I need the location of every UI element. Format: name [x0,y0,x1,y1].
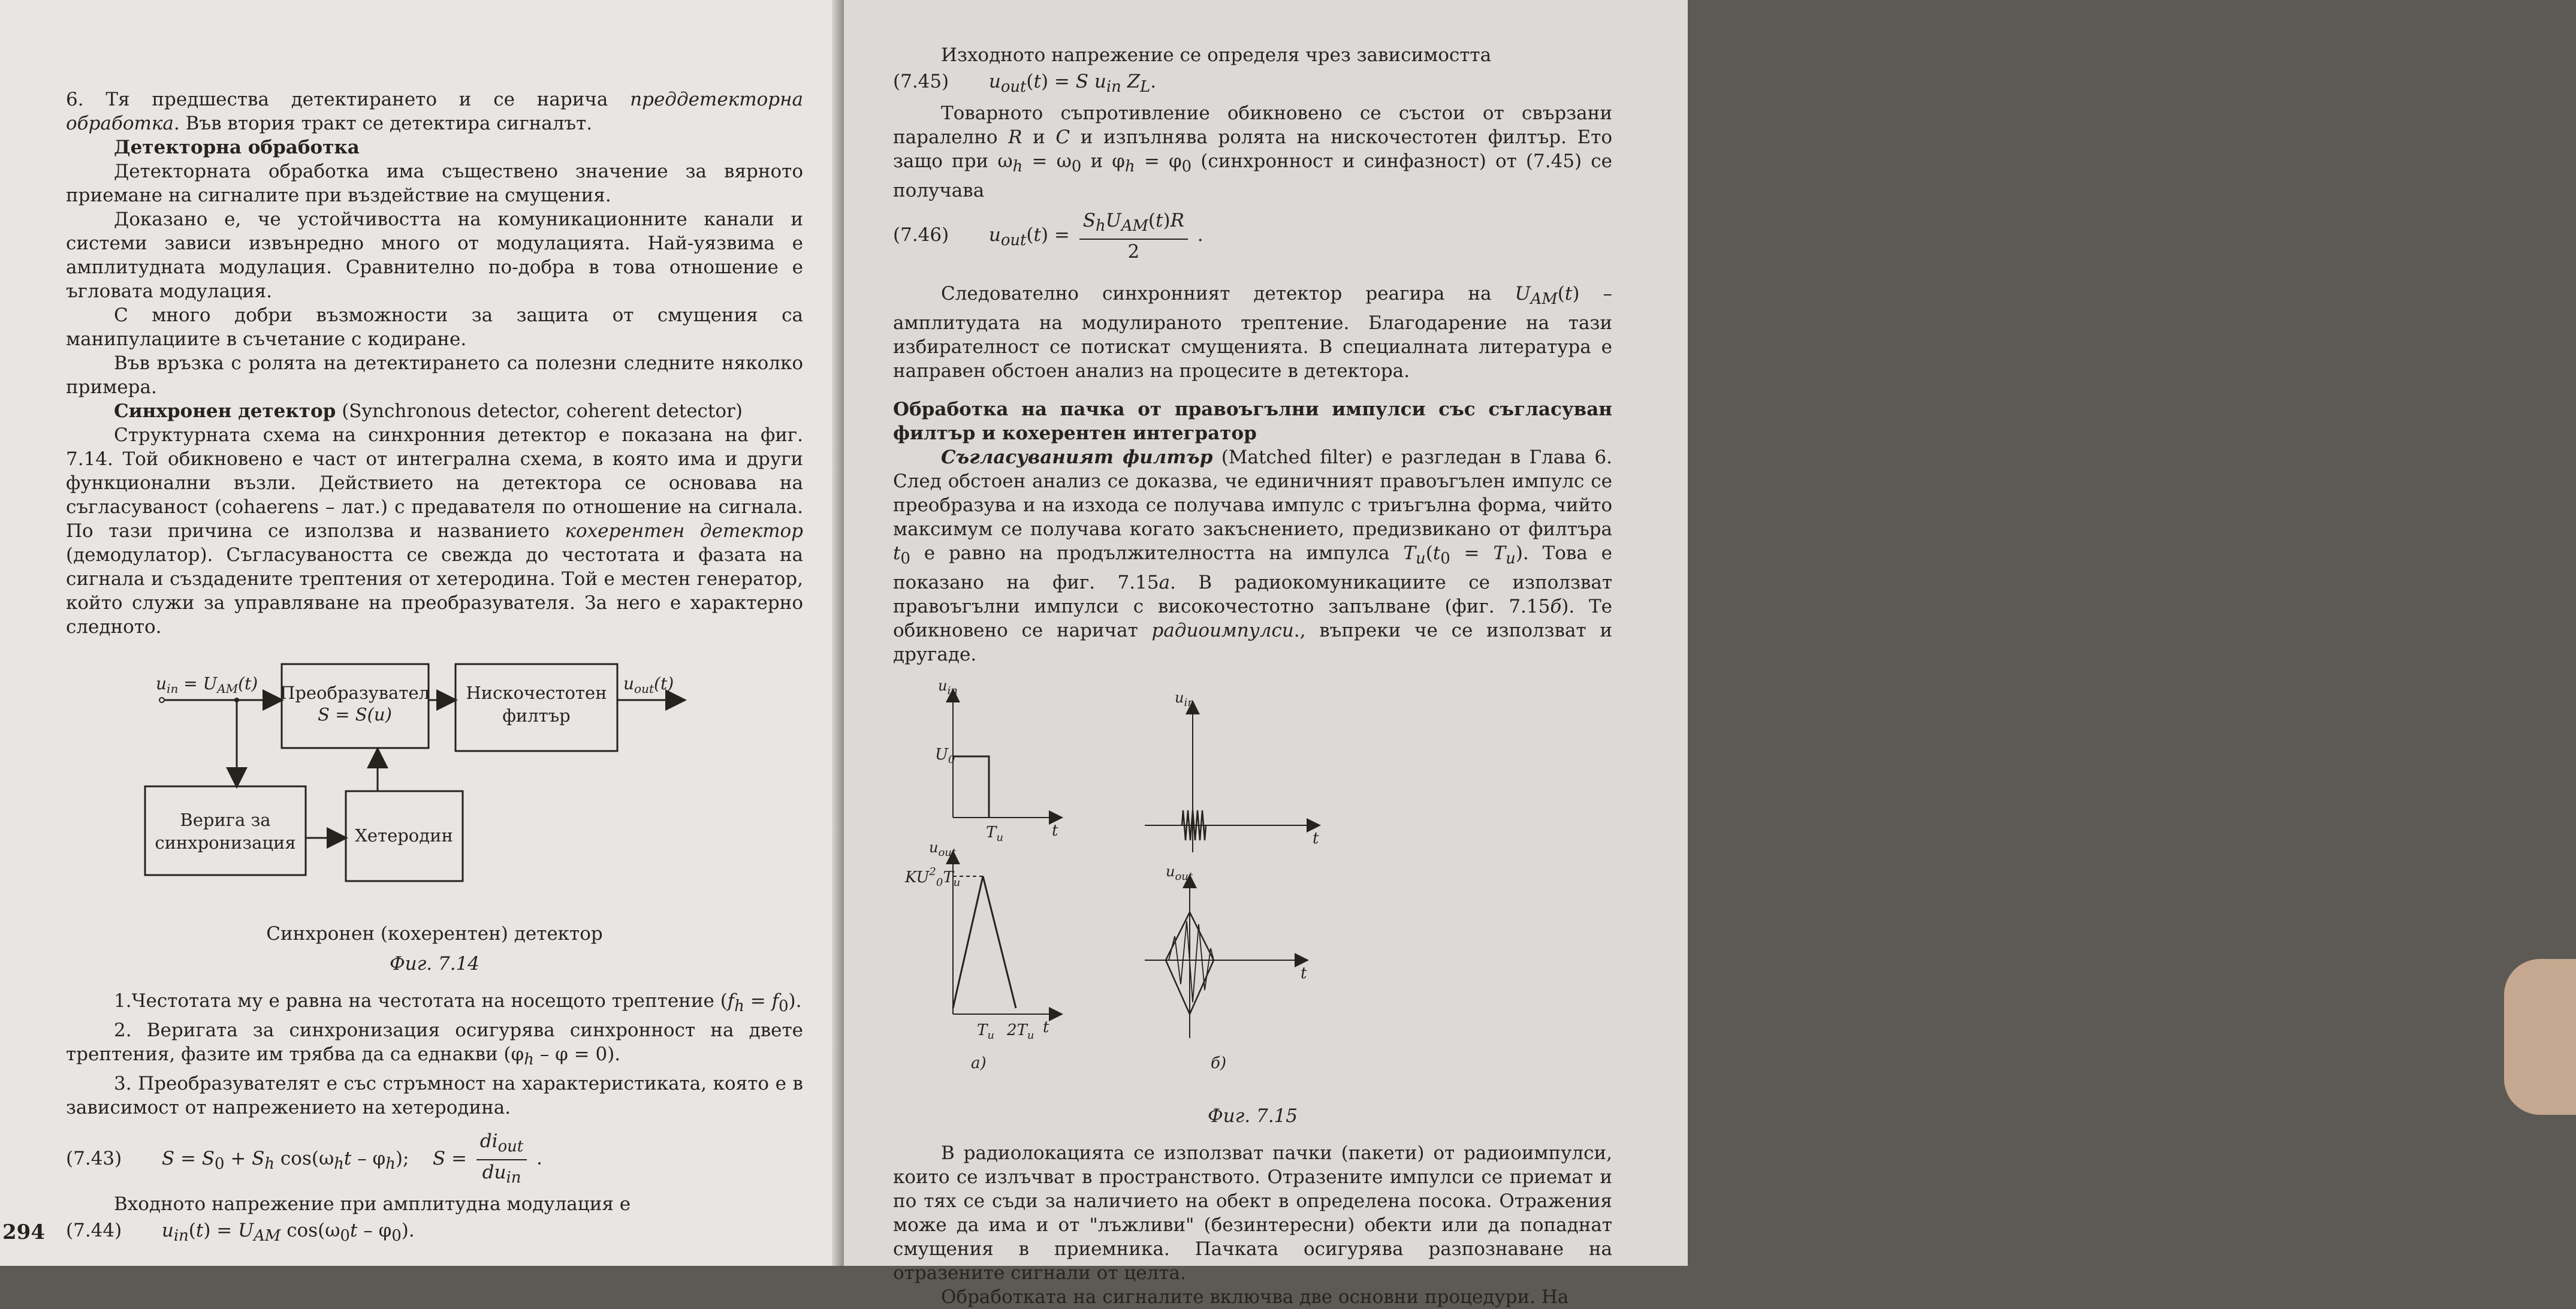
right-page [844,0,1688,1308]
label-t-b-bottom: t [1301,964,1307,982]
list-item-2: 2. Веригата за синхронизация осигурява синхронност на двете трептения, фазите им трябва да са еднакви $(\varphi_h - \varphi = 0)$. [66,1020,803,1069]
label-panel-b: б) [1211,1054,1227,1072]
paragraph-detector-3: С много добри възможности за защита от смущения са манипулациите в съчетание с кодиране. [66,304,803,350]
list-item-3: 3. Преобразувателят е със стръмност на характеристиката, която е в зависимост от напрежението на хетеродина. [66,1073,803,1119]
converter-label-2: S = S(u) [318,704,392,725]
eq-743-frac-den: $du_{in}$ [482,1161,521,1187]
matched-filter-title: Съгласуваният филтър [941,446,1213,468]
matched-filter-body: (Matched filter) е разгледан в Глава 6. След обстоен анализ се доказва, че единичният правоъгълен импулс се преобразува и на изхода се получава импулс с триъгълна форма, чийто максимум се получава когато закъснението, предизвикано от филтъра $t_0$ е равно на продължителността на импулса $T_u(t_0 = T_u)$. Това е показано на фиг. 7.15а. В радиокомуникациите се използват правоъгълни импулси с високочестотно запълване (фиг. 7.15б). Те обикновено се наричат радиоимпулси., въпреки че се използват и другаде. [893,446,1612,665]
input-voltage-text: Входното напрежение при амплитудна модулация е [114,1193,631,1215]
eq-746-frac-num: $S_hU_{AM}(t)R$ [1079,209,1188,239]
label-t-top: t [1052,821,1058,840]
paragraph-radar: В радиолокацията се използват пачки (пакети) от радиоимпулси, които се излъчват в пространството. Отразените импулси се приемат и по тях се съди за наличието на обект в определена посока. Отражения може да има и от "лъжливи" (безинтересни) обекти или да попаднат смущения в приемника. Пачката осигурява разпознаване на отразените сигнали от целта. [893,1142,1612,1284]
sync-heading-line [66,399,803,423]
eq-743-number: (7.43) [66,1148,122,1170]
heading-sync-detector-en: (Synchronous detector, coherent detector) [336,400,743,422]
paragraph-detector-4: Във връзка с ролята на детектирането са полезни следните няколко примера. [66,352,803,398]
label-uout-b: $u_{out}$ [1166,862,1193,883]
eq-743-body: $S = S_0 + S_h$ $\cos(\omega_ht - \varphi_h)$; S = [161,1148,467,1174]
paragraph-detector-1: Детекторната обработка има съществено значение за вярното приемане на сигналите при въздействие на смущения. [66,161,803,206]
sync-label-1: Верига за [180,810,271,830]
paragraph-load: Товарното съпротивление обикновено се състои от свързани паралелно R и C и изпълнява ролята на нискочестотен филтър. Ето защо при $\omega_h = \omega_0$ и $\varphi_h = \varphi_0$ (синхронност и синфазност) от (7.45) се получава [893,102,1613,202]
label-uin-a: $u_{in}$ [938,677,958,697]
label-tu-top: $T_u$ [986,823,1003,844]
paragraph-intro: 6. Тя предшества детектирането и се нарича преддетекторна обработка. Във втория тракт се детектира сигналът. [66,89,803,134]
eq-743-fraction [476,1129,527,1189]
fig-714-label: Фиг. 7.14 [389,953,480,975]
fig-715-label: Фиг. 7.15 [1207,1105,1298,1127]
right-page-text [893,43,1612,1309]
list-item-1: 1.Честотата му е равна на честотата на носещото трептение $(f_h = f_0)$. [114,990,802,1016]
thumb-photo-edge [2504,959,2576,1115]
label-panel-a: а) [971,1054,987,1072]
sync-label-2: синхронизация [155,833,296,853]
eq-744-number: (7.44) [66,1219,122,1241]
input-label: $u_{in} = U_{AM}(t)$ [156,674,258,696]
heading-pulse-processing: Обработка на пачка от правоъгълни импулси със съгласуван филтър и кохерентен интегратор [893,398,1612,444]
eq-743-frac-num: $di_{out}$ [476,1129,527,1160]
input-terminal [159,698,164,702]
label-uin-b: $u_{in}$ [1175,689,1195,709]
heterodyne-label: Хетеродин [355,825,453,846]
output-voltage-text: Изходното напрежение се определя чрез зависимостта [941,44,1492,66]
eq-746-lhs: $u_{out}(t)$ = [988,224,1070,250]
heading-detector-processing: Детекторна обработка [114,137,360,158]
diagram-caption: Синхронен (кохерентен) детектор [266,923,603,945]
eq-745-body: $u_{out}(t) = S$ $u_{in}$ $Z_L$. [988,71,1157,96]
heading-sync-detector: Синхронен детектор [114,400,336,422]
paragraph-matched-filter [893,445,1612,666]
eq-745-number: (7.45) [893,71,949,92]
sync-block [145,786,306,875]
lowpass-label-2: филтър [502,705,571,726]
left-page-text [66,88,803,1250]
converter-label-1: Преобразувател [280,683,430,703]
paragraph-conclusion: Следователно синхронният детектор реагира на $U_{AM}(t)$ – амплитудата на модулираното трептение. Благодарение на тази избирателност се потискат смущенията. В специалната литература е направен обстоен анализ на процесите в детектора. [893,282,1612,382]
lowpass-label-1: Нискочестотен [466,683,607,703]
label-t-bottom: t [1043,1018,1049,1036]
label-tu-bottom: $T_u$ [977,1021,994,1042]
figure-715 [893,678,1612,1098]
left-page [0,0,844,1266]
equation-745 [893,70,1612,99]
page-number: 294 [2,1220,45,1244]
last-line: Обработката на сигналите включва две основни процедури. На [941,1286,1569,1308]
eq-746-fraction [1079,209,1188,263]
equation-746: (7.46) $u_{out}(t)$ = $\frac{S_hU_{AM}(t)R}{2}$ . [893,210,1203,263]
paragraph-sync-detector: Структурната схема на синхронния детектор е показана на фиг. 7.14. Той обикновено е част от интегрална схема, в която има и други функционални възли. Действието на детектора се основава на съгласуваност (cohaerens – лат.) с предавателя по отношение на сигнала. По тази причина се използва и названието кохерентен детектор (демодулатор). Съгласуваността се свежда до честотата и фазата на сигнала и създадените трептения от хетеродина. Той е местен генератор, който служи за управляване на преобразувателя. За него е характерно следното. [66,424,803,638]
rect-pulse [953,756,989,818]
label-2tu: $2T_u$ [1007,1021,1034,1042]
eq-744-body: $u_{in}(t) = U_{AM}$ $\cos(\omega_0t - \varphi_0)$. [161,1219,415,1245]
eq-746-number: (7.46) [893,224,949,246]
label-peak-value: $KU^2_0T_u$ [905,865,961,889]
equation-744 [66,1218,803,1248]
paragraph-detector-2: Доказано е, че устойчивостта на комуникационните канали и системи зависи извънредно много от модулацията. Най-уязвима е амплитудната модулация. Сравнително по-добра в това отношение е ъгловата модулация. [66,209,803,302]
eq-746-frac-den: 2 [1127,240,1140,263]
output-label: $u_{out}(t)$ [623,674,674,696]
oscillation-fill [1169,921,1214,1002]
label-t-b-top: t [1313,829,1319,847]
block-diagram [66,647,803,911]
equation-743: (7.43) $S = S_0 + S_h$ $\cos(\omega_ht - \varphi_h)$; S = $\frac{di_{out}}{du_{in}}$ . [66,1129,803,1189]
label-uout-a: $u_{out}$ [929,839,957,859]
label-u0: $U_0$ [935,745,955,766]
triangle-pulse [953,876,1016,1008]
